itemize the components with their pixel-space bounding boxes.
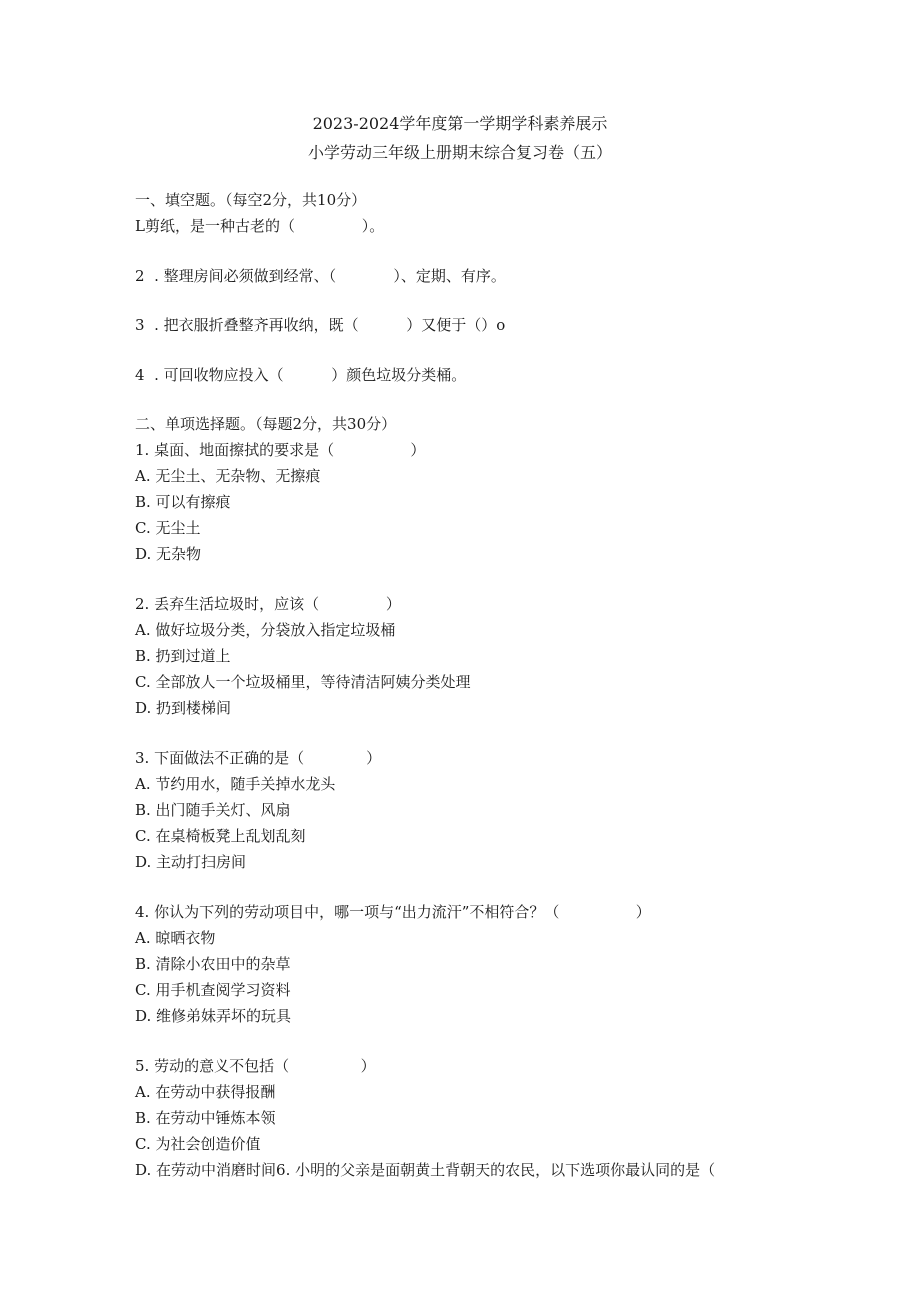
page-subtitle: 小学劳动三年级上册期末综合复习卷（五） (307, 143, 612, 162)
answer-option: B. 可以有擦痕 (135, 493, 231, 511)
answer-option: C. 用手机查阅学习资料 (135, 981, 291, 999)
question-stem: 2. 丢弃生活垃圾时，应该（ ） (135, 595, 401, 613)
answer-option: C. 为社会创造价值 (135, 1135, 261, 1153)
section-heading: 二、单项选择题。（每题2分，共30分） (135, 415, 397, 433)
answer-option: B. 出门随手关灯、风扇 (135, 801, 291, 819)
answer-option: C. 在桌椅板凳上乱划乱刻 (135, 827, 306, 845)
answer-option: A. 无尘土、无杂物、无擦痕 (135, 467, 321, 485)
fill-blank-item: L剪纸，是一种古老的（ ）。 (135, 217, 385, 235)
question-stem: 3. 下面做法不正确的是（ ） (135, 749, 382, 767)
answer-option: A. 做好垃圾分类，分袋放入指定垃圾桶 (135, 621, 396, 639)
answer-option: D. 维修弟妹弄坏的玩具 (135, 1007, 292, 1025)
fill-blank-item: 3 . 把衣服折叠整齐再收纳，既（ ）又便于（）o (135, 316, 506, 334)
question-stem: 5. 劳动的意义不包括（ ） (135, 1057, 376, 1075)
answer-option: B. 清除小农田中的杂草 (135, 955, 291, 973)
section-heading: 一、填空题。（每空2分，共10分） (135, 191, 367, 209)
answer-option: B. 扔到过道上 (135, 647, 231, 665)
fill-blank-item: 2 . 整理房间必须做到经常、（ ）、定期、有序。 (135, 267, 506, 285)
page-title: 2023-2024学年度第一学期学科素养展示 (312, 114, 608, 133)
question-stem: 1. 桌面、地面擦拭的要求是（ ） (135, 441, 426, 459)
answer-option: B. 在劳动中锤炼本领 (135, 1109, 276, 1127)
answer-option: A. 在劳动中获得报酬 (135, 1083, 276, 1101)
question-stem: 4. 你认为下列的劳动项目中，哪一项与“出力流汗”不相符合？（ ） (135, 903, 651, 921)
answer-option: D. 主动打扫房间 (135, 853, 247, 871)
answer-option: D. 扔到楼梯间 (135, 699, 232, 717)
answer-option: C. 全部放人一个垃圾桶里，等待清洁阿姨分类处理 (135, 673, 471, 691)
answer-option: C. 无尘土 (135, 519, 201, 537)
fill-blank-item: 4 . 可回收物应投入（ ）颜色垃圾分类桶。 (135, 366, 467, 384)
answer-option: D. 无杂物 (135, 545, 202, 563)
answer-option: A. 节约用水，随手关掉水龙头 (135, 775, 336, 793)
answer-option: D. 在劳动中消磨时间6. 小明的父亲是面朝黄土背朝天的农民，以下选项你最认同的是（ (135, 1161, 716, 1179)
answer-option: A. 晾晒衣物 (135, 929, 216, 947)
